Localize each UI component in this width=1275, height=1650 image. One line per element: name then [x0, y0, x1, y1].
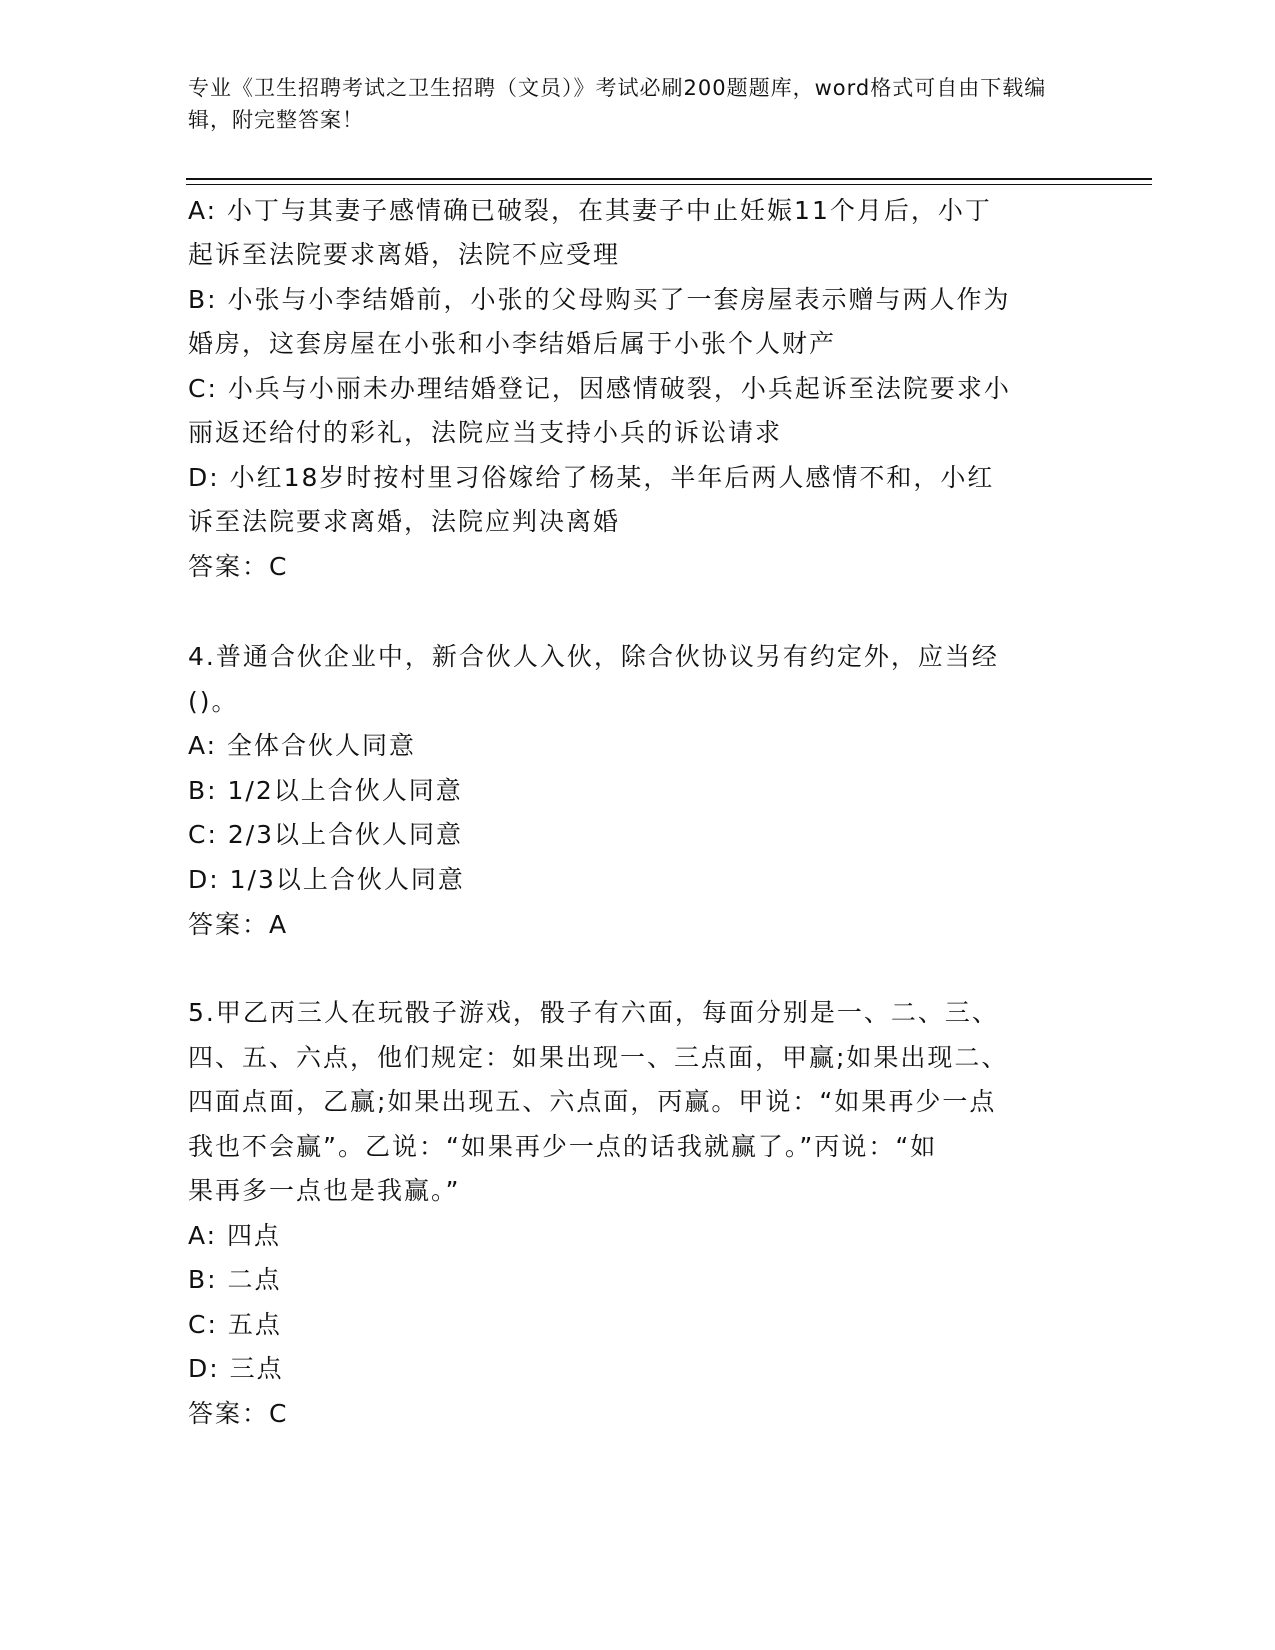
q5-option-a: A: 四点 [188, 1221, 282, 1250]
q3-option-d-line1: D: 小红18岁时按村里习俗嫁给了杨某，半年后两人感情不和，小红 [188, 463, 995, 492]
q4-option-c: C: 2/3以上合伙人同意 [188, 820, 464, 849]
q4-option-a: A: 全体合伙人同意 [188, 731, 417, 760]
q4-stem-line2: ()。 [188, 687, 239, 716]
q5-option-d: D: 三点 [188, 1354, 284, 1383]
q3-option-c-line2: 丽返还给付的彩礼，法院应当支持小兵的诉讼请求 [188, 418, 783, 447]
q4-answer: 答案：A [188, 910, 289, 939]
document-header: 专业《卫生招聘考试之卫生招聘（文员）》考试必刷200题题库，word格式可自由下载编辑，附完整答案！ [188, 76, 1047, 132]
header-rule-thin [186, 184, 1152, 185]
q5-stem-line3: 四面点面，乙赢;如果出现五、六点面，丙赢。甲说：“如果再少一点 [188, 1087, 997, 1116]
q4-option-b: B: 1/2以上合伙人同意 [188, 776, 463, 805]
q5-stem-line4: 我也不会赢”。乙说：“如果再少一点的话我就赢了。”丙说：“如 [188, 1132, 938, 1161]
q4-option-d: D: 1/3以上合伙人同意 [188, 865, 465, 894]
q5-option-c: C: 五点 [188, 1310, 282, 1339]
q4-stem-line1: 4.普通合伙企业中，新合伙人入伙，除合伙协议另有约定外，应当经 [188, 642, 999, 671]
q5-answer: 答案：C [188, 1399, 289, 1428]
q5-stem-line5: 果再多一点也是我赢。” [188, 1176, 461, 1205]
q5-stem-line2: 四、五、六点，他们规定：如果出现一、三点面，甲赢;如果出现二、 [188, 1043, 1009, 1072]
q3-option-c-line1: C: 小兵与小丽未办理结婚登记，因感情破裂，小兵起诉至法院要求小 [188, 374, 1011, 403]
q3-option-b-line2: 婚房，这套房屋在小张和小李结婚后属于小张个人财产 [188, 329, 837, 358]
q3-answer: 答案：C [188, 552, 289, 581]
q3-option-a-line1: A: 小丁与其妻子感情确已破裂，在其妻子中止妊娠11个月后，小丁 [188, 196, 992, 225]
header-rule-thick [186, 178, 1152, 180]
q5-stem-line1: 5.甲乙丙三人在玩骰子游戏，骰子有六面，每面分别是一、二、三、 [188, 998, 999, 1027]
q3-option-d-line2: 诉至法院要求离婚，法院应判决离婚 [188, 507, 621, 536]
q3-option-b-line1: B: 小张与小李结婚前，小张的父母购买了一套房屋表示赠与两人作为 [188, 285, 1011, 314]
q5-option-b: B: 二点 [188, 1265, 282, 1294]
q3-option-a-line2: 起诉至法院要求离婚，法院不应受理 [188, 240, 621, 269]
